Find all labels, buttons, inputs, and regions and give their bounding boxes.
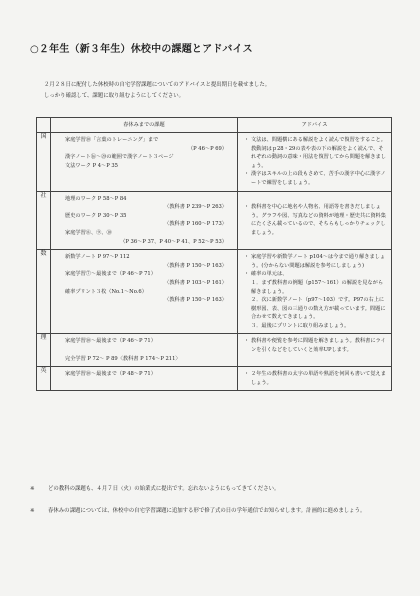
advice-bullet: ・	[244, 338, 250, 345]
task-line: 地理のワーク P 58～P 84	[65, 195, 127, 202]
advice-bullet: ・	[244, 254, 250, 261]
intro-line: しっかり確認して、課題に取り組むようにしてください。	[44, 93, 185, 99]
task-line: 〈教科書 P 160～P 173〉	[164, 221, 227, 228]
page-title: ○２年生（新３年生）休校中の課題とアドバイス	[30, 44, 253, 55]
table-row	[37, 250, 392, 334]
subject-cell: 数	[37, 250, 51, 334]
advice-item	[244, 370, 387, 387]
task-line: 漢字ノート⑯～⑳の範囲で漢字ノート３ページ	[65, 154, 174, 161]
advice-item	[244, 322, 387, 331]
subject-cell: 英	[37, 367, 51, 391]
header-advice: アドバイス	[238, 118, 392, 133]
advice-text: ２．次に新数学ノート（p97～103）です。P97の右上に 樹形図、表、図の三通りの数え方が載っています。問題に合わせて数えてきましょう。	[251, 297, 386, 321]
advice-text: 確率の単元は、	[251, 271, 288, 278]
advice-bullet	[244, 296, 251, 322]
tasks-cell	[51, 367, 238, 391]
task-line: 〈教科書 P 150～P 163〉	[164, 262, 227, 269]
advice-bullet: ・	[244, 371, 250, 378]
task-line: 家庭学習⑦～最後まで（P 46～P 71）	[65, 271, 156, 278]
advice-text: 漢字はスキルの上の段もさめて、苦手の漢字中心に漢字ノートで練習をしましょう。	[251, 171, 386, 186]
task-line: （P 36～P 37、P 40～P 41、P 52～P 53）	[120, 238, 227, 245]
table-row	[37, 334, 392, 367]
intro-line: ２月２８日に配付した休校時の自宅学習課題についてのアドバイスと提出期日を載せました。	[44, 82, 271, 88]
subject-cell: 国	[37, 133, 51, 192]
advice-item	[244, 203, 387, 237]
task-line: 確率プリント３枚（No.1～No.6）	[65, 288, 147, 295]
advice-item	[244, 296, 387, 322]
advice-bullet: ・	[244, 171, 250, 178]
advice-text: ２年生の教科書の太字の単語や熟語を何回も書いて覚えましょう。	[251, 371, 386, 386]
advice-cell	[238, 133, 392, 192]
task-line: 家庭学習⑩「言葉のトレーニング」まで	[65, 137, 159, 143]
task-line: 歴史のワーク P 30～P 35	[65, 212, 127, 219]
header-subject	[37, 118, 51, 133]
advice-bullet	[244, 279, 251, 296]
task-line	[65, 346, 233, 355]
table-body	[37, 133, 392, 391]
advice-item	[244, 337, 387, 354]
task-line: 家庭学習⑩～最後まで（P 46～P 71）	[65, 338, 156, 345]
task-line: 〈教科書 P 150～P 163〉	[164, 297, 227, 304]
note-mark: ※	[30, 486, 35, 492]
advice-item	[244, 279, 387, 296]
task-line: （P 46～P 69）	[187, 145, 227, 152]
table-header-row	[37, 118, 392, 133]
advice-bullet	[244, 322, 251, 331]
advice-item	[244, 170, 387, 187]
advice-cell	[238, 250, 392, 334]
advice-cell	[238, 191, 392, 250]
note-mark: ※	[30, 508, 35, 514]
advice-bullet: ・	[244, 137, 250, 143]
task-line: 新数学ノート P 97～P 112	[65, 254, 130, 261]
advice-text: 教科書を中心に地名や人物名、用語等を書きだしましょう。グラフや図、写真などの資料が地理・歴史共に資料集にたくさん載っているので、そちらもしっかりチェックしましょう。	[251, 204, 386, 236]
tasks-cell	[51, 334, 238, 367]
advice-item	[244, 136, 387, 170]
advice-bullet: ・	[244, 271, 250, 278]
tasks-cell	[51, 133, 238, 192]
intro-text	[30, 80, 390, 102]
tasks-cell	[51, 250, 238, 334]
task-line: 〈教科書 P 103～P 161〉	[164, 279, 227, 286]
advice-text: 家庭学習や新数学ノート p104～は今まで通り解きましょう。(分からない問題は解説を参考にしましょう)	[251, 254, 386, 269]
advice-text: 教科書や便覧を参考に問題を解きましょう。教科書にラインを引くなどをしていくと効率UPします。	[251, 338, 386, 354]
task-line: 完全学習 P 72～ P 89〈教科書 P 174～P 211〉	[65, 355, 181, 362]
advice-item	[244, 270, 387, 279]
task-line: 家庭学習⑧、⑨、⑩	[65, 229, 112, 236]
note-text: どの教科の課題も、４月７日（火）の始業式に提出です。忘れないようにもってきてください。	[48, 486, 280, 492]
advice-table	[36, 117, 392, 391]
subject-cell: 理	[37, 334, 51, 367]
table-row	[37, 191, 392, 250]
task-line: 文法ワーク P 4～P 35	[65, 162, 118, 169]
note-text: 春休みの課題については、休校中の自宅学習課題に追加する形で修了式の日の学年通信でお知らせします。計画的に進めましょう。	[48, 508, 366, 514]
advice-item	[244, 253, 387, 270]
advice-cell	[238, 367, 392, 391]
advice-spacer	[244, 195, 387, 204]
advice-text: １．まず教科書の例題（p157～161）の解説を見ながら解きましょう。	[251, 279, 384, 295]
note-submission	[30, 484, 390, 495]
advice-cell	[238, 334, 392, 367]
advice-text: 文法は、問題横にある解説をよく読んで復習をすること。教動詞はｐ28・29の表や表の下の解説をよく読んで、それぞれの動詞の意味・用法を復習してから問題を解きましょう。	[251, 137, 386, 169]
note-spring-tasks	[30, 506, 390, 517]
tasks-cell	[51, 191, 238, 250]
task-line: 家庭学習⑩～最後まで（P 48～P 71）	[65, 371, 156, 378]
advice-bullet: ・	[244, 204, 250, 211]
subject-cell: 社	[37, 191, 51, 250]
table-row	[37, 133, 392, 192]
header-tasks: 春休みまでの課題	[51, 118, 238, 133]
task-line: 〈教科書 P 239～P 263〉	[164, 204, 227, 211]
advice-text: ３．最後にプリントに取り組みましょう。	[251, 322, 350, 329]
table-row	[37, 367, 392, 391]
